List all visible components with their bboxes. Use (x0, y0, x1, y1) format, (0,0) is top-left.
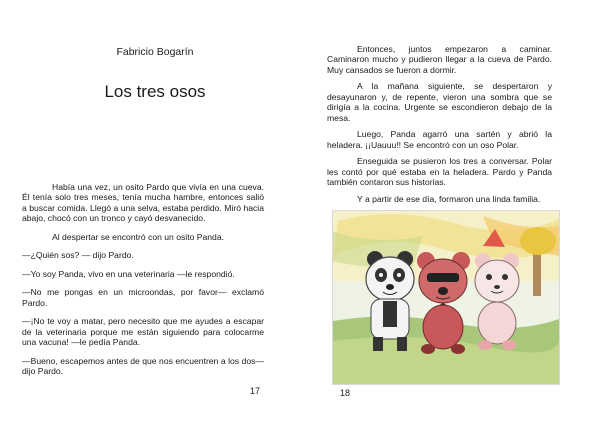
paragraph: —No me pongas en un microondas, por favor— exclamó Pardo. (22, 287, 264, 308)
paragraph: Enseguida se pusieron los tres a conversar. Polar les contó por qué estaba en la heladera. Pardo y Panda también contaron sus historias. (327, 156, 552, 188)
paragraph: Había una vez, un osito Pardo que vivía en una cueva. Él tenía solo tres meses, tenía mucha hambre, entonces salió a buscar comida. Llegó a una selva, estaba perdido. Miró hacia abajo, chocó con un tronco y cayó desvanecido. (22, 182, 264, 224)
story-text-left (22, 182, 264, 385)
bears-illustration (332, 210, 560, 385)
paragraph: —Yo soy Panda, vivo en una veterinaria —le respondió. (22, 268, 235, 279)
three-bears-drawing (333, 211, 559, 384)
paragraph: Al despertar se encontró con un osito Panda. (52, 231, 224, 242)
paragraph: —¡No te voy a matar, pero necesito que me ayudes a escapar de la veterinaria porque me están siguiendo para colocarme una vacuna! —le pedía Panda. (22, 316, 264, 348)
paragraph: Luego, Panda agarró una sartén y abrió la heladera. ¡¡Uauuu!! Se encontró con un oso Polar. (327, 129, 552, 150)
story-title: Los tres osos (104, 82, 206, 101)
paragraph: —Bueno, escapemos antes de que nos encuentren a los dos—dijo Pardo. (22, 355, 264, 377)
paragraph: —¿Quién sos? — dijo Pardo. (22, 250, 134, 261)
paragraph: Entonces, juntos empezaron a caminar. Caminaron mucho y pudieron llegar a la cueva de Pardo. Muy cansados se fueron a dormir. (327, 44, 552, 75)
page-number: 18 (340, 388, 351, 398)
author-name: Fabricio Bogarín (116, 46, 194, 58)
paragraph: A la mañana siguiente, se despertaron y desayunaron y, de repente, vieron una sombra que se dirigía a la cocina. Urgente se escondieron debajo de la mesa. (327, 81, 552, 123)
story-text-right (327, 44, 552, 210)
paragraph: Y a partir de ese día, formaron una linda familia. (357, 193, 541, 204)
page-number: 17 (250, 386, 261, 396)
